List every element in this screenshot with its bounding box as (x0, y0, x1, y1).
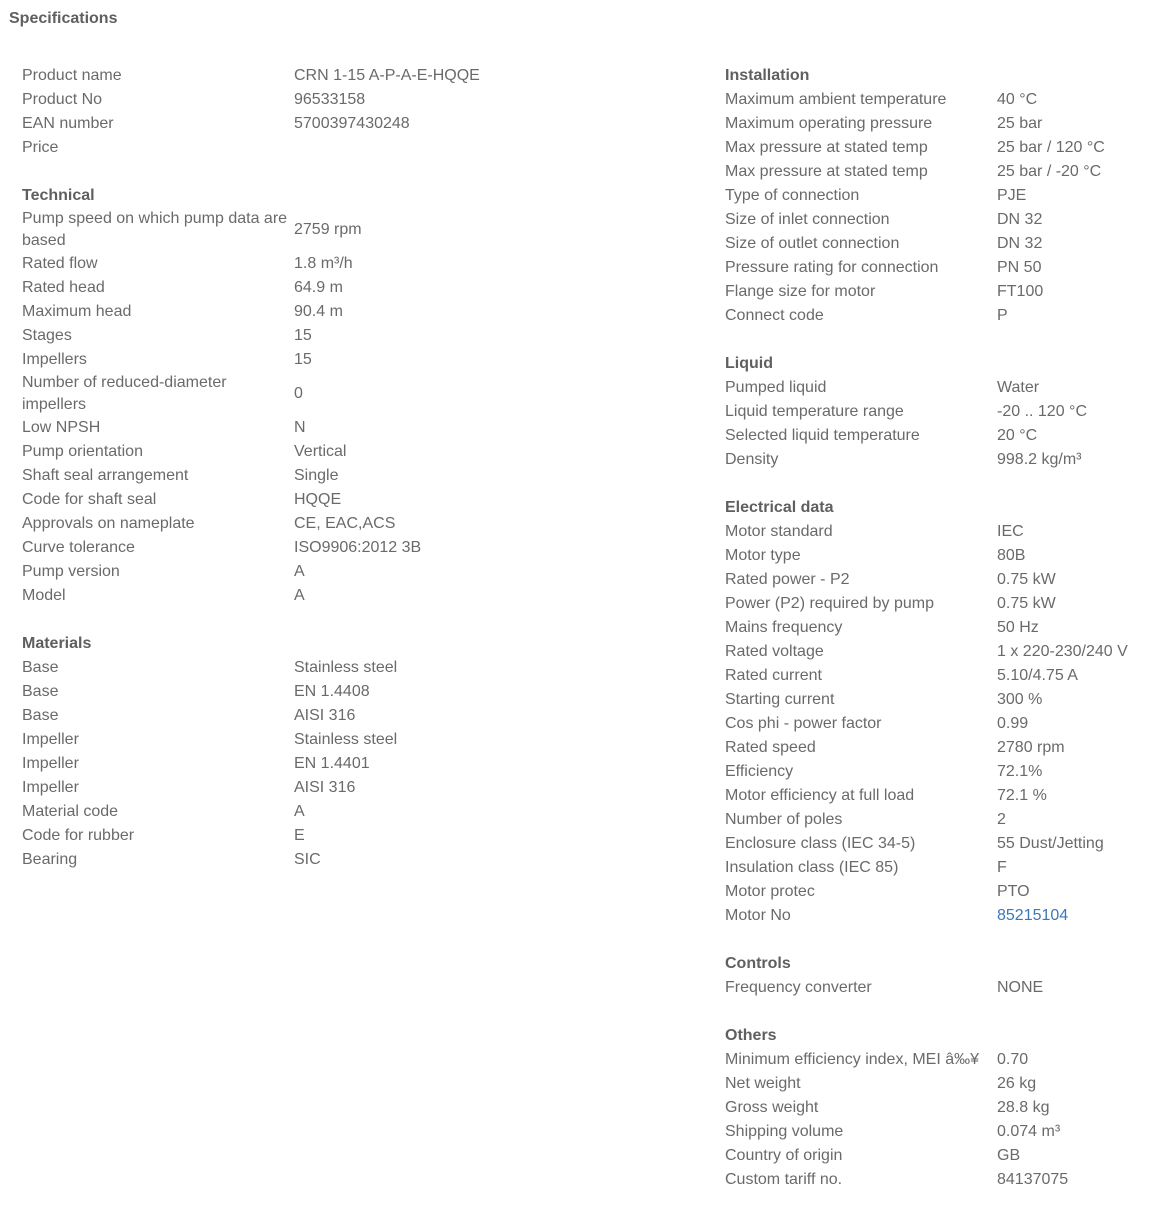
spec-label: Curve tolerance (22, 539, 135, 556)
spec-value: 28.8 kg (997, 1099, 1050, 1116)
spec-label: Number of reduced-diameter impellers (22, 374, 227, 413)
spec-row (725, 424, 1150, 448)
spec-row (725, 664, 1150, 688)
spec-row (725, 976, 1150, 1000)
spec-value: 2759 rpm (294, 221, 362, 238)
spec-row (22, 680, 622, 704)
spec-row (725, 856, 1150, 880)
spec-value: Stainless steel (294, 659, 398, 676)
spec-value: EN 1.4408 (294, 683, 370, 700)
spec-label: Impellers (22, 351, 87, 368)
spec-value: 0 (294, 385, 303, 402)
spec-label: Pumped liquid (725, 379, 827, 396)
spec-row (22, 776, 622, 800)
spec-label: Mains frequency (725, 619, 843, 636)
spec-row (725, 304, 1150, 328)
spec-label: Rated flow (22, 255, 98, 272)
spec-value: -20 .. 120 °C (997, 403, 1087, 420)
spec-value: 40 °C (997, 91, 1038, 108)
spec-value: 5.10/4.75 A (997, 667, 1078, 684)
spec-label: Number of poles (725, 811, 843, 828)
spec-label: Motor No (725, 907, 791, 924)
installation-section (725, 64, 1150, 328)
spec-value: E (294, 827, 305, 844)
spec-row (22, 848, 622, 872)
spec-row (725, 616, 1150, 640)
spec-label: EAN number (22, 115, 114, 132)
spec-row (22, 88, 622, 112)
spec-row (725, 1096, 1150, 1120)
spec-value: 26 kg (997, 1075, 1037, 1092)
spec-value: 15 (294, 327, 312, 344)
spec-row (22, 728, 622, 752)
spec-row (725, 544, 1150, 568)
spec-label: Base (22, 659, 59, 676)
spec-value: Water (997, 379, 1040, 396)
spec-label: Motor protec (725, 883, 815, 900)
spec-value: Vertical (294, 443, 347, 460)
spec-value: Single (294, 467, 339, 484)
spec-row (725, 784, 1150, 808)
spec-label: Product No (22, 91, 103, 108)
spec-value: AISI 316 (294, 779, 356, 796)
spec-row (22, 488, 622, 512)
spec-value: 998.2 kg/m³ (997, 451, 1082, 468)
spec-row (725, 400, 1150, 424)
spec-label: Stages (22, 327, 72, 344)
spec-label: Motor standard (725, 523, 833, 540)
spec-row (22, 300, 622, 324)
spec-row (22, 800, 622, 824)
spec-value: A (294, 563, 305, 580)
spec-row (725, 208, 1150, 232)
spec-row (725, 592, 1150, 616)
spec-row (725, 760, 1150, 784)
spec-row (725, 1144, 1150, 1168)
spec-row (725, 280, 1150, 304)
spec-label: Rated power - P2 (725, 571, 850, 588)
spec-row (22, 560, 622, 584)
others-section (725, 1024, 1150, 1192)
spec-value: 25 bar (997, 115, 1043, 132)
section-title: Liquid (725, 355, 773, 372)
spec-label: Price (22, 139, 59, 156)
spec-row (725, 880, 1150, 904)
spec-value: N (294, 419, 306, 436)
spec-label: Flange size for motor (725, 283, 876, 300)
spec-row (22, 324, 622, 348)
spec-row (22, 348, 622, 372)
materials-section (22, 632, 622, 872)
spec-label: Bearing (22, 851, 78, 868)
spec-value: P (997, 307, 1008, 324)
spec-row (725, 1072, 1150, 1096)
spec-label: Custom tariff no. (725, 1171, 843, 1188)
spec-row (725, 256, 1150, 280)
spec-label: Density (725, 451, 779, 468)
spec-value: 1 x 220-230/240 V (997, 643, 1128, 660)
spec-label: Net weight (725, 1075, 801, 1092)
spec-value: 0.75 kW (997, 571, 1056, 588)
spec-label: Power (P2) required by pump (725, 595, 934, 612)
spec-value: PJE (997, 187, 1027, 204)
spec-label: Enclosure class (IEC 34-5) (725, 835, 916, 852)
spec-value: A (294, 803, 305, 820)
spec-label: Max pressure at stated temp (725, 139, 928, 156)
spec-label: Maximum head (22, 303, 132, 320)
section-title: Electrical data (725, 499, 834, 516)
spec-row (725, 712, 1150, 736)
spec-row (725, 1120, 1150, 1144)
spec-label: Shaft seal arrangement (22, 467, 189, 484)
spec-label: Motor efficiency at full load (725, 787, 915, 804)
spec-row (725, 568, 1150, 592)
spec-value: 50 Hz (997, 619, 1039, 636)
spec-row (22, 512, 622, 536)
spec-value: ISO9906:2012 3B (294, 539, 422, 556)
spec-label: Motor type (725, 547, 801, 564)
spec-value: SIC (294, 851, 321, 868)
spec-label: Max pressure at stated temp (725, 163, 928, 180)
spec-label: Insulation class (IEC 85) (725, 859, 899, 876)
spec-label: Pump version (22, 563, 120, 580)
spec-label: Connect code (725, 307, 824, 324)
right-spec-column (725, 64, 1150, 1216)
spec-label: Maximum operating pressure (725, 115, 933, 132)
spec-value: 25 bar / 120 °C (997, 139, 1105, 156)
spec-label: Pump speed on which pump data are based (22, 210, 288, 249)
spec-value: CE, EAC,ACS (294, 515, 396, 532)
spec-value: PN 50 (997, 259, 1042, 276)
spec-value: FT100 (997, 283, 1044, 300)
spec-row (725, 136, 1150, 160)
technical-section (22, 184, 622, 608)
spec-row (725, 736, 1150, 760)
spec-value: 1.8 m³/h (294, 255, 353, 272)
spec-row (725, 376, 1150, 400)
spec-row (22, 276, 622, 300)
spec-row (725, 1048, 1150, 1072)
spec-label: Efficiency (725, 763, 794, 780)
spec-value-link[interactable]: 85215104 (997, 907, 1069, 924)
spec-row (725, 232, 1150, 256)
spec-label: Liquid temperature range (725, 403, 904, 420)
spec-value: Stainless steel (294, 731, 398, 748)
spec-row (22, 208, 622, 252)
product-info-section (22, 64, 622, 160)
spec-value: 96533158 (294, 91, 366, 108)
spec-label: Rated speed (725, 739, 816, 756)
spec-value: DN 32 (997, 211, 1043, 228)
spec-value: 0.70 (997, 1051, 1029, 1068)
spec-value: IEC (997, 523, 1024, 540)
spec-row (725, 88, 1150, 112)
spec-value: 80B (997, 547, 1026, 564)
spec-row (22, 112, 622, 136)
spec-label: Country of origin (725, 1147, 843, 1164)
spec-value: 0.99 (997, 715, 1029, 732)
spec-label: Gross weight (725, 1099, 819, 1116)
electrical-data-section (725, 496, 1150, 928)
spec-row (725, 640, 1150, 664)
spec-value: 90.4 m (294, 303, 343, 320)
spec-label: Impeller (22, 755, 79, 772)
liquid-section (725, 352, 1150, 472)
spec-label: Rated voltage (725, 643, 824, 660)
controls-section (725, 952, 1150, 1000)
spec-value: 25 bar / -20 °C (997, 163, 1102, 180)
spec-label: Product name (22, 67, 122, 84)
spec-row (725, 520, 1150, 544)
section-title: Installation (725, 67, 810, 84)
spec-label: Starting current (725, 691, 835, 708)
page-title: Specifications (9, 10, 118, 27)
spec-row (725, 832, 1150, 856)
spec-label: Pressure rating for connection (725, 259, 939, 276)
spec-label: Rated current (725, 667, 822, 684)
spec-label: Material code (22, 803, 119, 820)
spec-row (22, 440, 622, 464)
spec-value: A (294, 587, 305, 604)
spec-value: CRN 1-15 A-P-A-E-HQQE (294, 67, 480, 84)
spec-value: 15 (294, 351, 312, 368)
spec-row (22, 824, 622, 848)
spec-row (22, 416, 622, 440)
spec-label: Low NPSH (22, 419, 101, 436)
spec-label: Size of inlet connection (725, 211, 890, 228)
spec-value: DN 32 (997, 235, 1043, 252)
spec-value: 5700397430248 (294, 115, 410, 132)
section-title: Technical (22, 187, 95, 204)
spec-label: Shipping volume (725, 1123, 844, 1140)
spec-row (22, 464, 622, 488)
spec-label: Selected liquid temperature (725, 427, 920, 444)
spec-label: Type of connection (725, 187, 860, 204)
spec-value: PTO (997, 883, 1030, 900)
spec-row (22, 64, 622, 88)
spec-value: 84137075 (997, 1171, 1069, 1188)
spec-row (22, 372, 622, 416)
spec-label: Code for shaft seal (22, 491, 157, 508)
spec-value: 64.9 m (294, 279, 343, 296)
left-spec-column (22, 64, 622, 896)
section-title: Controls (725, 955, 791, 972)
spec-row (22, 656, 622, 680)
spec-value: NONE (997, 979, 1044, 996)
spec-row (725, 184, 1150, 208)
spec-row (22, 584, 622, 608)
spec-row (725, 112, 1150, 136)
spec-label: Pump orientation (22, 443, 143, 460)
spec-value: 300 % (997, 691, 1043, 708)
section-title: Others (725, 1027, 777, 1044)
spec-value: F (997, 859, 1007, 876)
spec-row (22, 752, 622, 776)
spec-label: Base (22, 707, 59, 724)
spec-label: Impeller (22, 731, 79, 748)
spec-label: Cos phi - power factor (725, 715, 882, 732)
spec-value: 2780 rpm (997, 739, 1065, 756)
spec-label: Approvals on nameplate (22, 515, 195, 532)
spec-value: 55 Dust/Jetting (997, 835, 1104, 852)
spec-label: Model (22, 587, 66, 604)
spec-row (725, 448, 1150, 472)
section-title: Materials (22, 635, 92, 652)
spec-label: Code for rubber (22, 827, 135, 844)
spec-row (22, 252, 622, 276)
spec-row (725, 688, 1150, 712)
spec-label: Size of outlet connection (725, 235, 900, 252)
spec-label: Impeller (22, 779, 79, 796)
spec-value: 0.074 m³ (997, 1123, 1061, 1140)
spec-value: EN 1.4401 (294, 755, 370, 772)
spec-label: Rated head (22, 279, 105, 296)
spec-value: GB (997, 1147, 1021, 1164)
spec-row (725, 160, 1150, 184)
spec-row (725, 904, 1150, 928)
spec-row (22, 136, 622, 160)
spec-value: 20 °C (997, 427, 1038, 444)
spec-row (725, 808, 1150, 832)
spec-label: Minimum efficiency index, MEI â‰¥ (725, 1051, 980, 1068)
spec-row (725, 1168, 1150, 1192)
spec-row (22, 704, 622, 728)
spec-value: 2 (997, 811, 1006, 828)
spec-label: Maximum ambient temperature (725, 91, 947, 108)
spec-value: HQQE (294, 491, 342, 508)
spec-value: 0.75 kW (997, 595, 1056, 612)
spec-value: 72.1% (997, 763, 1043, 780)
spec-value: 72.1 % (997, 787, 1047, 804)
spec-label: Base (22, 683, 59, 700)
spec-value: AISI 316 (294, 707, 356, 724)
spec-label: Frequency converter (725, 979, 872, 996)
spec-row (22, 536, 622, 560)
